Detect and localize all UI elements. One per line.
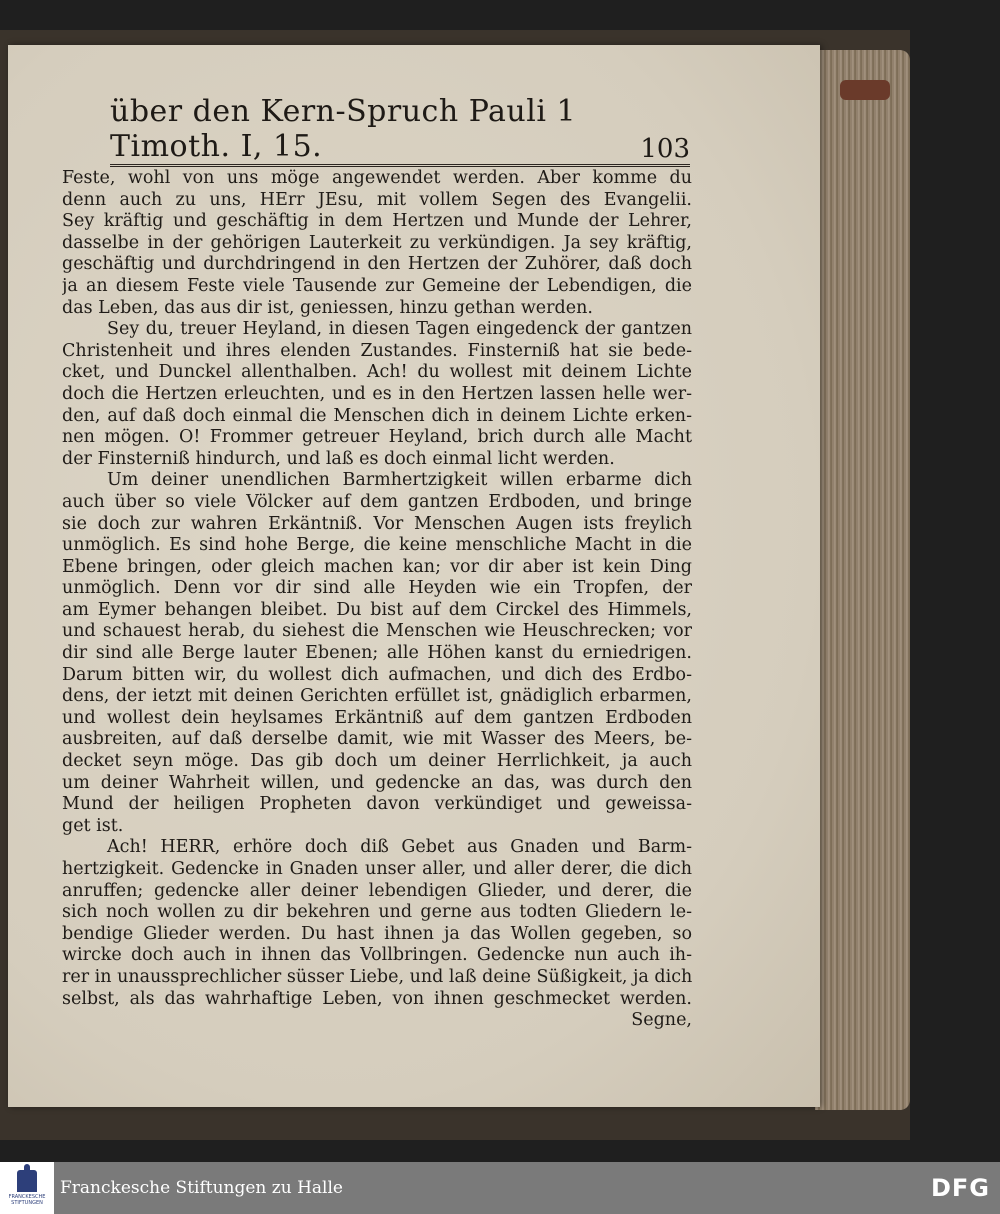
text-line: am Eymer behangen bleibet. Du bist auf dem Circkel des Himmels, (62, 599, 692, 620)
footer-bar (0, 1162, 1000, 1214)
body-text (62, 168, 692, 1032)
text-line: das Leben, das aus dir ist, geniessen, hinzu gethan werden. (62, 297, 593, 318)
text-line: Christenheit und ihres elenden Zustandes. Finsterniß hat sie bede- (62, 340, 692, 361)
text-line: auch über so viele Völcker auf dem gantzen Erdboden, und bringe (62, 491, 692, 512)
text-line: Um deiner unendlichen Barmhertzigkeit willen erbarme dich (107, 470, 692, 491)
text-line: wircke doch auch in ihnen das Vollbringen. Gedencke nun auch ih- (62, 945, 692, 966)
running-head (110, 94, 690, 167)
text-line: um deiner Wahrheit willen, und gedencke an das, was durch den (62, 772, 692, 793)
text-line: denn auch zu uns, HErr JEsu, mit vollem Segen des Evangelii. (62, 189, 692, 210)
text-line: Mund der heiligen Propheten davon verkündiget und geweissa- (62, 794, 692, 815)
text-line: Sey du, treuer Heyland, in diesen Tagen eingedenck der gantzen (107, 319, 692, 340)
text-line: den, auf daß doch einmal die Menschen dich in deinem Lichte erken- (62, 405, 692, 426)
text-line: dens, der ietzt mit deinen Gerichten erfüllet ist, gnädiglich erbarmen, (62, 686, 692, 707)
text-line: geschäftig und durchdringend in den Hertzen der Zuhörer, daß doch (62, 254, 692, 275)
text-line: get ist. (62, 815, 124, 836)
text-line: anruffen; gedencke aller deiner lebendigen Glieder, und derer, die (62, 880, 692, 901)
text-line: decket seyn möge. Das gib doch um deiner Herrlichkeit, ja auch (62, 751, 692, 772)
text-line: der Finsterniß hindurch, und laß es doch einmal licht werden. (62, 448, 615, 469)
text-line: doch die Hertzen erleuchten, und es in den Hertzen lassen helle wer- (62, 383, 692, 404)
logo-text: FRANCKESCHE STIFTUNGEN (8, 1194, 46, 1206)
text-line: und wollest dein heylsames Erkäntniß auf dem gantzen Erdboden (62, 707, 692, 728)
text-line: sich noch wollen zu dir bekehren und gerne aus todten Gliedern le- (62, 902, 692, 923)
text-line: ausbreiten, auf daß derselbe damit, wie mit Wasser des Meers, be- (62, 729, 692, 750)
bookmark-ribbon (840, 80, 890, 100)
text-line: ja an diesem Feste viele Tausende zur Gemeine der Lebendigen, die (62, 275, 692, 296)
catchword: Segne, (631, 1010, 692, 1031)
text-line: nen mögen. O! Frommer getreuer Heyland, brich durch alle Macht (62, 427, 692, 448)
text-line: Ach! HERR, erhöre doch diß Gebet aus Gnaden und Barm- (107, 837, 692, 858)
text-line: sie doch zur wahren Erkäntniß. Vor Menschen Augen ists freylich (62, 513, 692, 534)
institution-name[interactable]: Franckesche Stiftungen zu Halle (60, 1178, 343, 1198)
text-line: cket, und Dunckel allenthalben. Ach! du wollest mit deinem Lichte (62, 362, 692, 383)
page-number: 103 (640, 134, 690, 164)
text-line: Sey kräftig und geschäftig in dem Hertzen und Munde der Lehrer, (62, 211, 692, 232)
text-line: bendige Glieder werden. Du hast ihnen ja das Wollen gegeben, so (62, 923, 692, 944)
running-title: über den Kern-Spruch Pauli 1 Timoth. I, 15. (110, 94, 577, 164)
text-line: Darum bitten wir, du wollest dich aufmachen, und dich des Erdbo- (62, 664, 692, 685)
building-icon (17, 1170, 37, 1192)
institution-logo[interactable] (0, 1162, 54, 1214)
text-line: und schauest herab, du siehest die Menschen wie Heuschrecken; vor (62, 621, 692, 642)
text-line: dasselbe in der gehörigen Lauterkeit zu verkündigen. Ja sey kräftig, (62, 232, 692, 253)
text-line: unmöglich. Denn vor dir sind alle Heyden wie ein Tropfen, der (62, 578, 692, 599)
dfg-logo[interactable]: DFG (930, 1174, 990, 1202)
text-line: Ebene bringen, oder gleich machen kan; vor dir aber ist kein Ding (62, 556, 692, 577)
text-line: Feste, wohl von uns möge angewendet werden. Aber komme du (62, 168, 692, 188)
text-line: dir sind alle Berge lauter Ebenen; alle Höhen kanst du erniedrigen. (62, 643, 692, 664)
text-line: rer in unaussprechlicher süsser Liebe, und laß deine Süßigkeit, ja dich (62, 966, 692, 987)
text-line: unmöglich. Es sind hohe Berge, die keine menschliche Macht in die (62, 535, 692, 556)
text-line: selbst, als das wahrhaftige Leben, von ihnen geschmecket werden. (62, 988, 692, 1009)
text-line: hertzigkeit. Gedencke in Gnaden unser aller, und aller derer, die dich (62, 859, 692, 879)
page-edges (815, 50, 910, 1110)
